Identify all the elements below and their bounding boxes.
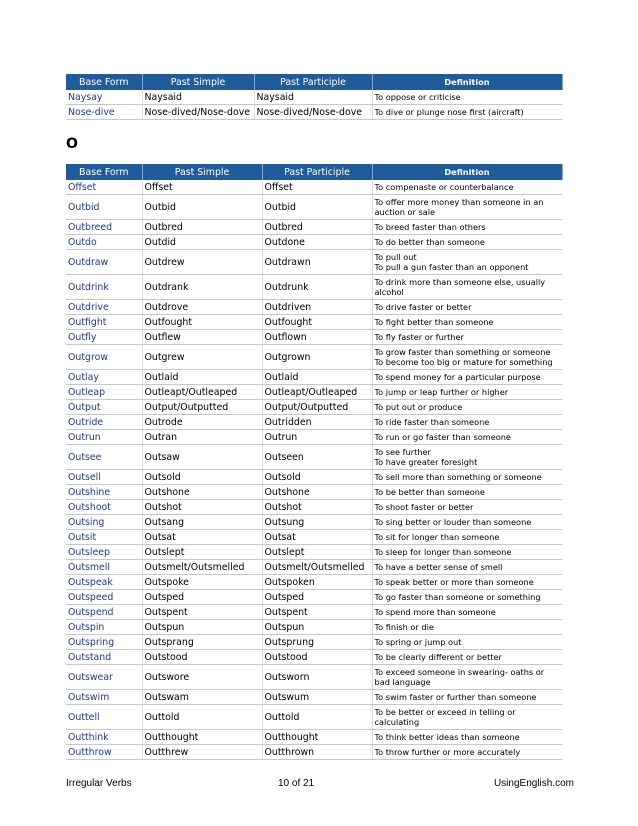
past-participle-cell: Outdrawn	[262, 250, 372, 275]
past-participle-cell: Outthought	[262, 730, 372, 745]
past-simple-cell: Outbid	[142, 195, 262, 220]
table-row	[66, 345, 562, 370]
table-row	[66, 330, 562, 345]
past-simple-cell: Outsold	[142, 470, 262, 485]
past-simple-cell: Outspoke	[142, 575, 262, 590]
past-participle-cell: Outsworn	[262, 665, 372, 690]
table-header-row	[66, 164, 562, 180]
definition-cell: To breed faster than others	[372, 220, 562, 235]
definition-cell: To swim faster or further than someone	[372, 690, 562, 705]
past-participle-cell: Outbred	[262, 220, 372, 235]
table-row	[66, 635, 562, 650]
header-base-form: Base Form	[66, 74, 142, 90]
definition-cell: To sit for longer than someone	[372, 530, 562, 545]
past-simple-cell: Outrode	[142, 415, 262, 430]
table-row	[66, 90, 562, 105]
past-participle-cell: Outsold	[262, 470, 372, 485]
definition-cell: To finish or die	[372, 620, 562, 635]
table-row	[66, 560, 562, 575]
past-simple-cell: Outswam	[142, 690, 262, 705]
base-form-cell: Outdo	[66, 235, 142, 250]
base-form-cell: Nose-dive	[66, 105, 142, 120]
past-simple-cell: Outfought	[142, 315, 262, 330]
past-participle-cell: Outbid	[262, 195, 372, 220]
base-form-cell: Outsee	[66, 445, 142, 470]
past-simple-cell: Outsat	[142, 530, 262, 545]
past-simple-cell: Outflew	[142, 330, 262, 345]
base-form-cell: Outsmell	[66, 560, 142, 575]
past-participle-cell: Outfought	[262, 315, 372, 330]
footer-site: UsingEnglish.com	[493, 778, 574, 789]
definition-cell: To offer more money than someone in an auction or sale	[372, 195, 562, 220]
table-row	[66, 315, 562, 330]
definition-cell: To spend more than someone	[372, 605, 562, 620]
table-row	[66, 575, 562, 590]
past-simple-cell: Outlaid	[142, 370, 262, 385]
definition-cell: To drink more than someone else, usually alcohol	[372, 275, 562, 300]
definition-cell: To exceed someone in swearing- oaths or bad language	[372, 665, 562, 690]
header-base-form: Base Form	[66, 164, 142, 180]
past-simple-cell: Outdrove	[142, 300, 262, 315]
table-row	[66, 370, 562, 385]
table-row	[66, 665, 562, 690]
table-row	[66, 235, 562, 250]
table-row	[66, 275, 562, 300]
table-row	[66, 220, 562, 235]
base-form-cell: Outfly	[66, 330, 142, 345]
table-row	[66, 730, 562, 745]
past-participle-cell: Outdone	[262, 235, 372, 250]
past-participle-cell: Offset	[262, 180, 372, 195]
base-form-cell: Outsing	[66, 515, 142, 530]
past-participle-cell: Outgrown	[262, 345, 372, 370]
definition-cell: To compenaste or counterbalance	[372, 180, 562, 195]
past-participle-cell: Outstood	[262, 650, 372, 665]
base-form-cell: Outbreed	[66, 220, 142, 235]
definition-cell: To go faster than someone or something	[372, 590, 562, 605]
past-participle-cell: Outswum	[262, 690, 372, 705]
base-form-cell: Outspeed	[66, 590, 142, 605]
past-simple-cell: Outsmelt/Outsmelled	[142, 560, 262, 575]
definition-cell: To drive faster or better	[372, 300, 562, 315]
definition-cell: To run or go faster than someone	[372, 430, 562, 445]
base-form-cell: Outdraw	[66, 250, 142, 275]
table-row	[66, 300, 562, 315]
base-form-cell: Outlay	[66, 370, 142, 385]
past-simple-cell: Outdid	[142, 235, 262, 250]
table-row	[66, 385, 562, 400]
past-participle-cell: Outthrown	[262, 745, 372, 760]
table-row	[66, 590, 562, 605]
table-row	[66, 605, 562, 620]
past-simple-cell: Outdrank	[142, 275, 262, 300]
past-simple-cell: Output/Outputted	[142, 400, 262, 415]
definition-cell: To pull out To pull a gun faster than an opponent	[372, 250, 562, 275]
past-participle-cell: Outtold	[262, 705, 372, 730]
header-past-simple: Past Simple	[142, 74, 254, 90]
past-simple-cell: Outdrew	[142, 250, 262, 275]
past-participle-cell: Outspent	[262, 605, 372, 620]
definition-cell: To spend money for a particular purpose	[372, 370, 562, 385]
past-participle-cell: Outshone	[262, 485, 372, 500]
past-simple-cell: Outran	[142, 430, 262, 445]
page-number: 10 of 21	[278, 778, 315, 789]
definition-cell: To sell more than something or someone	[372, 470, 562, 485]
past-simple-cell: Outslept	[142, 545, 262, 560]
definition-cell: To oppose or criticise	[372, 90, 562, 105]
past-simple-cell: Outtold	[142, 705, 262, 730]
table-header-row	[66, 74, 562, 90]
past-participle-cell: Nose-dived/Nose-dove	[254, 105, 372, 120]
table-row	[66, 415, 562, 430]
verb-table-o	[66, 164, 563, 760]
table-row	[66, 745, 562, 760]
table-row	[66, 530, 562, 545]
table-row	[66, 470, 562, 485]
table-row	[66, 105, 562, 120]
base-form-cell: Outspin	[66, 620, 142, 635]
past-simple-cell: Outbred	[142, 220, 262, 235]
past-participle-cell: Outrun	[262, 430, 372, 445]
past-participle-cell: Outsmelt/Outsmelled	[262, 560, 372, 575]
base-form-cell: Outspeak	[66, 575, 142, 590]
table-row	[66, 195, 562, 220]
past-simple-cell: Outspun	[142, 620, 262, 635]
base-form-cell: Outswim	[66, 690, 142, 705]
definition-cell: To fly faster or further	[372, 330, 562, 345]
definition-cell: To think better ideas than someone	[372, 730, 562, 745]
definition-cell: To throw further or more accurately	[372, 745, 562, 760]
definition-cell: To sleep for longer than someone	[372, 545, 562, 560]
definition-cell: To grow faster than something or someone To become too big or mature for something	[372, 345, 562, 370]
table-row	[66, 515, 562, 530]
base-form-cell: Outsell	[66, 470, 142, 485]
base-form-cell: Outbid	[66, 195, 142, 220]
base-form-cell: Outsit	[66, 530, 142, 545]
header-past-participle: Past Participle	[254, 74, 372, 90]
definition-cell: To sing better or louder than someone	[372, 515, 562, 530]
header-past-participle: Past Participle	[262, 164, 372, 180]
past-simple-cell: Outsped	[142, 590, 262, 605]
base-form-cell: Outleap	[66, 385, 142, 400]
base-form-cell: Offset	[66, 180, 142, 195]
definition-cell: To dive or plunge nose first (aircraft)	[372, 105, 562, 120]
table-row	[66, 500, 562, 515]
base-form-cell: Outswear	[66, 665, 142, 690]
base-form-cell: Naysay	[66, 90, 142, 105]
past-simple-cell: Outleapt/Outleaped	[142, 385, 262, 400]
definition-cell: To be better or exceed in telling or calculating	[372, 705, 562, 730]
past-participle-cell: Outridden	[262, 415, 372, 430]
past-participle-cell: Outspoken	[262, 575, 372, 590]
past-participle-cell: Output/Outputted	[262, 400, 372, 415]
base-form-cell: Outspring	[66, 635, 142, 650]
past-participle-cell: Outdrunk	[262, 275, 372, 300]
base-form-cell: Outride	[66, 415, 142, 430]
base-form-cell: Outfight	[66, 315, 142, 330]
past-simple-cell: Outstood	[142, 650, 262, 665]
base-form-cell: Outspend	[66, 605, 142, 620]
definition-cell: To be clearly different or better	[372, 650, 562, 665]
past-participle-cell: Outleapt/Outleaped	[262, 385, 372, 400]
base-form-cell: Outgrow	[66, 345, 142, 370]
definition-cell: To put out or produce	[372, 400, 562, 415]
table-row	[66, 650, 562, 665]
table-row	[66, 400, 562, 415]
past-participle-cell: Outsat	[262, 530, 372, 545]
definition-cell: To speak better or more than someone	[372, 575, 562, 590]
past-participle-cell: Outsung	[262, 515, 372, 530]
definition-cell: To be better than someone	[372, 485, 562, 500]
past-simple-cell: Outthrew	[142, 745, 262, 760]
definition-cell: To do better than someone	[372, 235, 562, 250]
table-row	[66, 250, 562, 275]
past-participle-cell: Outshot	[262, 500, 372, 515]
footer-title: Irregular Verbs	[66, 778, 132, 789]
past-simple-cell: Naysaid	[142, 90, 254, 105]
past-simple-cell: Nose-dived/Nose-dove	[142, 105, 254, 120]
past-simple-cell: Outthought	[142, 730, 262, 745]
base-form-cell: Outstand	[66, 650, 142, 665]
past-participle-cell: Outslept	[262, 545, 372, 560]
past-simple-cell: Outswore	[142, 665, 262, 690]
past-simple-cell: Outspent	[142, 605, 262, 620]
past-simple-cell: Outshot	[142, 500, 262, 515]
header-definition: Definition	[372, 164, 562, 180]
past-simple-cell: Outsaw	[142, 445, 262, 470]
table-row	[66, 485, 562, 500]
definition-cell: To ride faster than someone	[372, 415, 562, 430]
section-letter: O	[66, 136, 78, 152]
definition-cell: To shoot faster or better	[372, 500, 562, 515]
table-row	[66, 690, 562, 705]
verb-table-n	[66, 74, 563, 120]
base-form-cell: Outthink	[66, 730, 142, 745]
past-simple-cell: Outshone	[142, 485, 262, 500]
table-row	[66, 180, 562, 195]
past-participle-cell: Outlaid	[262, 370, 372, 385]
past-participle-cell: Outflown	[262, 330, 372, 345]
definition-cell: To jump or leap further or higher	[372, 385, 562, 400]
base-form-cell: Outrun	[66, 430, 142, 445]
base-form-cell: Outthrow	[66, 745, 142, 760]
past-simple-cell: Outsang	[142, 515, 262, 530]
past-simple-cell: Outsprang	[142, 635, 262, 650]
base-form-cell: Outshoot	[66, 500, 142, 515]
past-participle-cell: Naysaid	[254, 90, 372, 105]
base-form-cell: Outdrink	[66, 275, 142, 300]
definition-cell: To have a better sense of smell	[372, 560, 562, 575]
base-form-cell: Outdrive	[66, 300, 142, 315]
definition-cell: To fight better than someone	[372, 315, 562, 330]
past-participle-cell: Outseen	[262, 445, 372, 470]
header-past-simple: Past Simple	[142, 164, 262, 180]
past-participle-cell: Outsped	[262, 590, 372, 605]
past-simple-cell: Offset	[142, 180, 262, 195]
table-row	[66, 705, 562, 730]
definition-cell: To spring or jump out	[372, 635, 562, 650]
past-simple-cell: Outgrew	[142, 345, 262, 370]
past-participle-cell: Outdriven	[262, 300, 372, 315]
header-definition: Definition	[372, 74, 562, 90]
past-participle-cell: Outspun	[262, 620, 372, 635]
table-row	[66, 445, 562, 470]
base-form-cell: Outsleep	[66, 545, 142, 560]
base-form-cell: Output	[66, 400, 142, 415]
past-participle-cell: Outsprung	[262, 635, 372, 650]
table-row	[66, 430, 562, 445]
table-row	[66, 545, 562, 560]
base-form-cell: Outshine	[66, 485, 142, 500]
table-row	[66, 620, 562, 635]
definition-cell: To see further To have greater foresight	[372, 445, 562, 470]
base-form-cell: Outtell	[66, 705, 142, 730]
